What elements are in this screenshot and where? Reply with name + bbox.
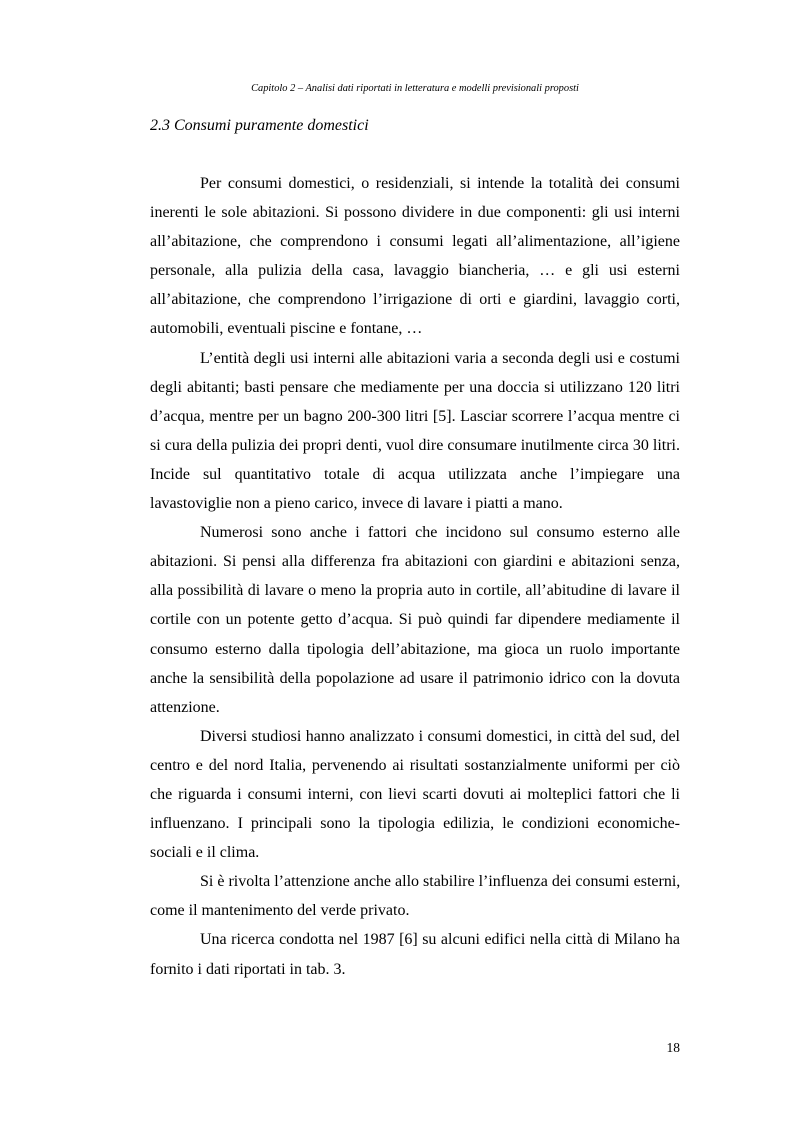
text-line: si cura della pulizia dei propri denti, vuol dire consumare inutilmente circa 30 litri. (150, 436, 680, 454)
text-line: Una ricerca condotta nel 1987 [6] su alcuni edifici nella città di Milano ha (200, 931, 680, 949)
text-line: Incide sul quantitativo totale di acqua utilizzata anche l’impiegare una (150, 465, 680, 483)
body-text (150, 169, 680, 984)
text-line: all’abitazione, che comprendono l’irrigazione di orti e giardini, lavaggio corti, (150, 291, 680, 309)
text-line: influenzano. I principali sono la tipologia edilizia, le condizioni economiche- (150, 815, 680, 833)
text-line: lavastoviglie non a pieno carico, invece di lavare i piatti a mano. (150, 495, 563, 513)
text-line: inerenti le sole abitazioni. Si possono dividere in due componenti: gli usi interni (150, 204, 680, 222)
paragraph-external-consumption (150, 518, 680, 722)
paragraph-external-influence (150, 867, 680, 925)
text-line: cortile con un potente getto d’acqua. Si può quindi far dipendere mediamente il (150, 611, 680, 629)
text-line: anche la sensibilità della popolazione ad usare il patrimonio idrico con la dovuta (150, 669, 680, 687)
running-header: Capitolo 2 – Analisi dati riportati in letteratura e modelli previsionali proposti (251, 83, 579, 94)
text-line: abitazioni. Si pensi alla differenza fra abitazioni con giardini e abitazioni senza, (150, 553, 680, 571)
text-line: consumo esterno dalla tipologia dell’abitazione, ma gioca un ruolo importante (150, 640, 680, 658)
text-line: degli abitanti; basti pensare che mediamente per una doccia si utilizzano 120 litri (150, 378, 680, 396)
text-line: Si è rivolta l’attenzione anche allo stabilire l’influenza dei consumi esterni, (200, 873, 681, 891)
text-line: Per consumi domestici, o residenziali, si intende la totalità dei consumi (200, 175, 680, 192)
text-line: Diversi studiosi hanno analizzato i consumi domestici, in città del sud, del (200, 727, 680, 745)
text-line: attenzione. (150, 698, 220, 716)
paragraph-milan-research (150, 925, 680, 983)
text-line: personale, alla pulizia della casa, lavaggio biancheria, … e gli usi esterni (150, 262, 680, 280)
text-line: Numerosi sono anche i fattori che incidono sul consumo esterno alle (200, 524, 680, 542)
text-line: alla possibilità di lavare o meno la propria auto in cortile, all’abitudine di lavare il (150, 582, 680, 600)
text-line: L’entità degli usi interni alle abitazioni varia a seconda degli usi e costumi (200, 349, 680, 367)
paragraph-internal-uses (150, 344, 680, 519)
text-line: che riguarda i consumi interni, con lievi scarti dovuti ai molteplici fattori che li (150, 785, 680, 803)
text-line: fornito i dati riportati in tab. 3. (150, 960, 346, 978)
paragraph-studies (150, 722, 680, 867)
text-line: come il mantenimento del verde privato. (150, 902, 410, 920)
text-line: d’acqua, mentre per un bagno 200-300 litri [5]. Lasciar scorrere l’acqua mentre ci (150, 407, 680, 425)
text-line: automobili, eventuali piscine e fontane, … (150, 320, 423, 338)
section-title: 2.3 Consumi puramente domestici (150, 117, 369, 134)
page-number: 18 (666, 1040, 680, 1055)
text-line: sociali e il clima. (150, 844, 260, 862)
paragraph-domestic-consumption-definition (150, 169, 680, 344)
text-line: centro e del nord Italia, pervenendo ai risultati sostanzialmente uniformi per ciò (150, 756, 680, 774)
text-line: all’abitazione, che comprendono i consumi legati all’alimentazione, all’igiene (150, 233, 680, 251)
